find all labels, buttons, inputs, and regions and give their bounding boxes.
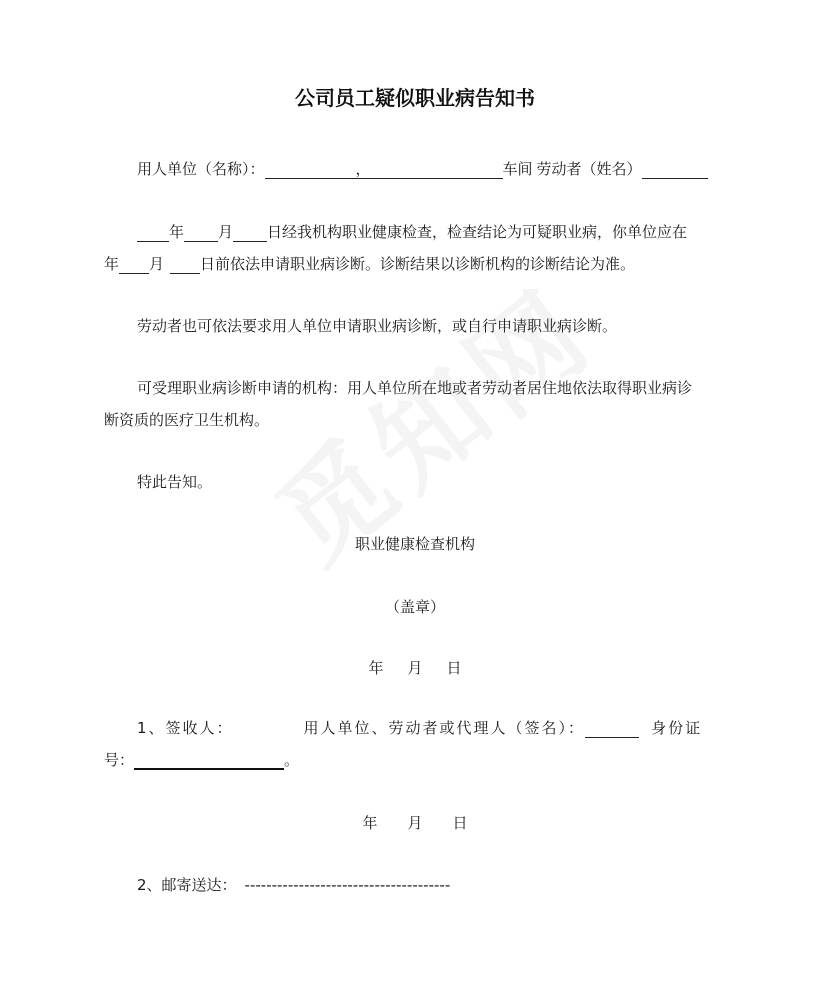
receipt-end: 。 bbox=[284, 751, 300, 769]
receipt-label: 1、签收人： bbox=[137, 719, 234, 737]
employer-name-blank[interactable] bbox=[265, 160, 443, 179]
date1-day: 日 bbox=[446, 659, 462, 677]
para1-line2 bbox=[104, 253, 635, 274]
para1-text1: 日经我机构职业健康检查，检查结论为可疑职业病，你单位应在 bbox=[267, 223, 688, 241]
para3-line1: 可受理职业病诊断申请的机构：用人单位所在地或者劳动者居住地依法取得职业病诊 bbox=[137, 379, 693, 397]
month-blank[interactable] bbox=[184, 223, 218, 242]
date2-day: 日 bbox=[452, 814, 468, 832]
month2-blank[interactable] bbox=[119, 255, 149, 274]
para2: 劳动者也可依法要求用人单位申请职业病诊断，或自行申请职业病诊断。 bbox=[137, 317, 618, 335]
para1-text2: 日前依法申请职业病诊断。诊断结果以诊断机构的诊断结论为准。 bbox=[200, 255, 636, 273]
document-title: 公司员工疑似职业病告知书 bbox=[295, 86, 535, 110]
notice-text: 特此告知。 bbox=[137, 473, 213, 491]
worker-name-blank[interactable] bbox=[642, 160, 708, 179]
id-label2: 号： bbox=[104, 751, 135, 769]
workshop-blank[interactable] bbox=[443, 160, 503, 179]
date1-year: 年 bbox=[368, 659, 384, 677]
mail-line bbox=[137, 874, 450, 895]
id-number-blank[interactable] bbox=[134, 750, 284, 770]
signature-blank[interactable] bbox=[585, 719, 639, 738]
receipt-line1 bbox=[137, 717, 702, 738]
institution-label: 职业健康检查机构 bbox=[354, 535, 475, 553]
day-blank[interactable] bbox=[233, 223, 267, 242]
month-label: 月 bbox=[218, 223, 234, 241]
para1-line1 bbox=[137, 221, 687, 242]
employer-label: 用人单位（名称）： bbox=[137, 160, 265, 178]
para3-line2: 断资质的医疗卫生机构。 bbox=[104, 411, 270, 429]
mail-dashes: -------------------------------------- bbox=[244, 876, 451, 894]
day2-blank[interactable] bbox=[170, 255, 200, 274]
year-blank[interactable] bbox=[137, 223, 169, 242]
id-label: 身份证 bbox=[651, 719, 703, 737]
year-label: 年 bbox=[169, 223, 185, 241]
month2-label: 月 bbox=[149, 255, 165, 273]
receipt-line2 bbox=[104, 749, 299, 770]
date2-month: 月 bbox=[407, 814, 423, 832]
date2-year: 年 bbox=[362, 814, 378, 832]
workshop-label: 车间 bbox=[502, 160, 533, 178]
mail-label: 2、邮寄送达： bbox=[137, 876, 237, 894]
worker-label: 劳动者（姓名） bbox=[536, 160, 642, 178]
date1 bbox=[0, 657, 830, 678]
signer-label: 用人单位、劳动者或代理人（签名）： bbox=[303, 719, 586, 737]
year2-label: 年 bbox=[104, 255, 120, 273]
seal-label: （盖章） bbox=[384, 598, 445, 616]
employer-line: 用人单位（名称）： ， 车间 劳动者（姓名） bbox=[137, 158, 708, 179]
date1-month: 月 bbox=[407, 659, 423, 677]
date2 bbox=[0, 812, 830, 833]
